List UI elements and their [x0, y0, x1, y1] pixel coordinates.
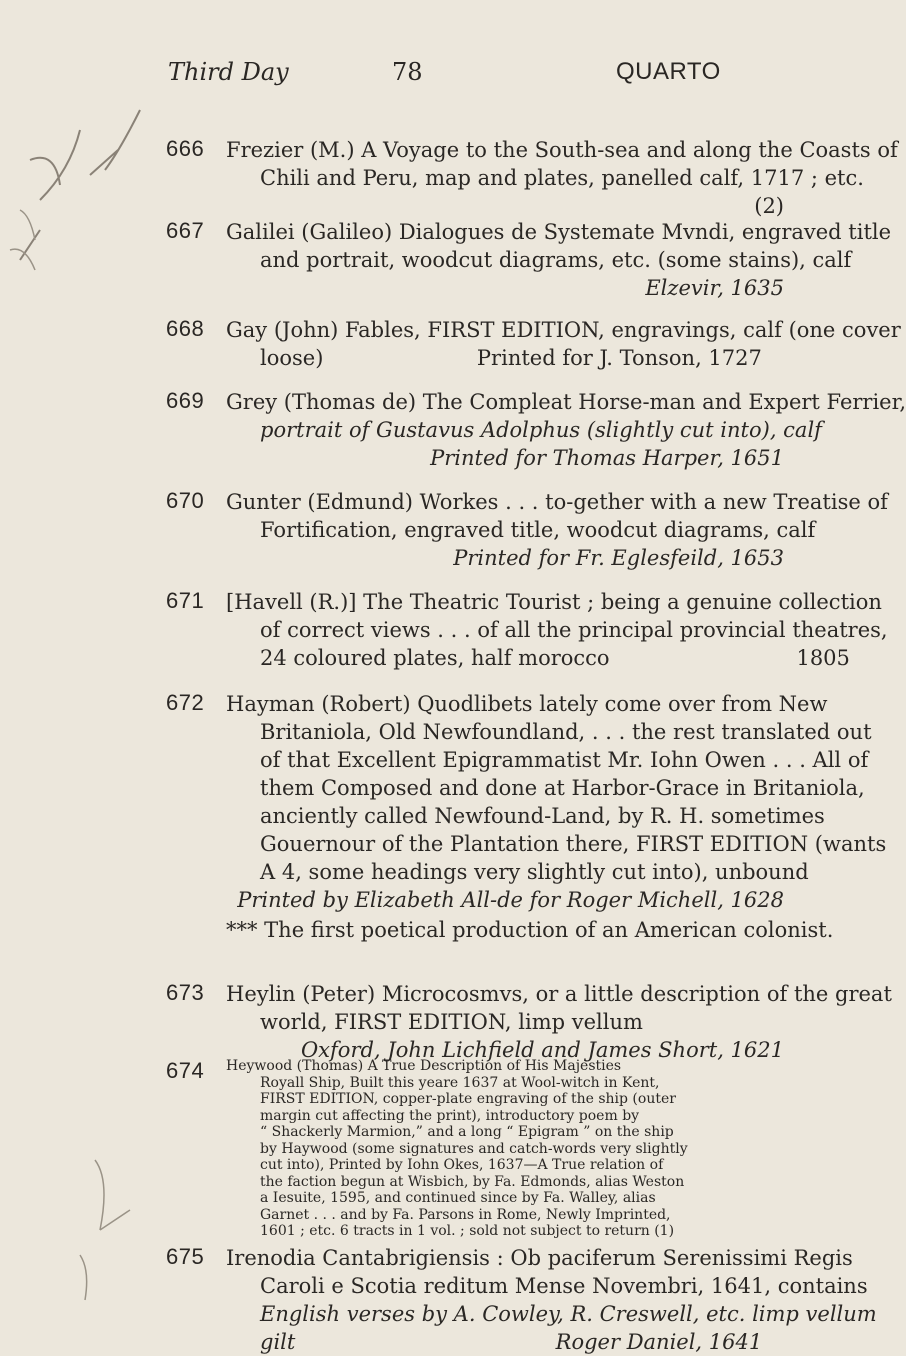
lot-line: Gay (John) Fables, FIRST EDITION, engravings, calf (one cover: [226, 318, 901, 342]
lot-line: Heywood (Thomas) A True Description of His Majesties: [226, 1058, 622, 1074]
lot-line: Royall Ship, Built this yeare 1637 at Wool-witch in Kent,: [260, 1074, 660, 1091]
lot-number: 669: [166, 388, 205, 413]
lot-line: a Iesuite, 1595, and continued since by Fa. Walley, alias: [260, 1190, 656, 1206]
lot-line: and portrait, woodcut diagrams, etc. (some stains), calf: [260, 248, 852, 272]
lot-line: Galilei (Galileo) Dialogues de Systemate Mvndi, engraved title: [226, 220, 892, 244]
lot-number: 670: [166, 488, 205, 513]
header-day: Third Day: [168, 58, 289, 86]
lot-line: the faction begun at Wisbich, by Fa. Edmonds, alias Weston: [260, 1173, 685, 1190]
lot-line: English verses by A. Cowley, R. Creswell, etc. limp vellum: [260, 1302, 877, 1326]
lot-line: margin cut affecting the print), introductory poem by: [260, 1107, 640, 1124]
lot-line: Oxford, John Lichfield and James Short, 1621: [300, 1038, 784, 1062]
lot-line: (2): [754, 194, 784, 218]
lot-description: [226, 690, 887, 914]
lot-number: 675: [166, 1244, 205, 1269]
page-header: [0, 58, 801, 94]
lot-description: [226, 218, 892, 302]
lot-line: Irenodia Cantabrigiensis : Ob paciferum Serenissimi Regis: [226, 1246, 853, 1270]
lot-description: [226, 136, 898, 220]
lot-note: [226, 916, 834, 944]
lot-line: A 4, some headings very slightly cut into), unbound: [260, 860, 809, 884]
lot-line: Frezier (M.) A Voyage to the South-sea and along the Coasts of: [226, 138, 898, 162]
lot-line: world, FIRST EDITION, limp vellum: [260, 1010, 643, 1034]
lot-line: Hayman (Robert) Quodlibets lately come over from New: [226, 692, 828, 716]
lot-line: 1601 ; etc. 6 tracts in 1 vol. ; sold not subject to return (1): [260, 1223, 675, 1239]
lot-line: Printed by Elizabeth All-de for Roger Michell, 1628: [237, 888, 784, 912]
lot-line: Printed for Thomas Harper, 1651: [430, 446, 784, 470]
lot-number: 674: [166, 1058, 205, 1083]
lot-number: 668: [166, 316, 205, 341]
lot-number: 673: [166, 980, 205, 1005]
pencil-marks: [0, 0, 160, 1354]
lot-line: Fortification, engraved title, woodcut diagrams, calf: [260, 518, 816, 542]
lot-line: [Havell (R.)] The Theatric Tourist ; being a genuine collection: [226, 590, 882, 614]
lot-line: Grey (Thomas de) The Compleat Horse-man and Expert Ferrier,: [226, 390, 906, 414]
lot-line: them Composed and done at Harbor-Grace in Britaniola,: [260, 776, 865, 800]
lot-line: loose) Printed for J. Tonson, 1727: [260, 346, 762, 370]
lot-line: of that Excellent Epigrammatist Mr. Iohn Owen . . . All of: [260, 748, 869, 772]
lot-description: [226, 388, 906, 472]
lot-line: of correct views . . . of all the principal provincial theatres,: [260, 618, 888, 642]
lot-line: gilt Roger Daniel, 1641: [260, 1330, 763, 1354]
lot-description: [226, 316, 901, 372]
lot-line: Gunter (Edmund) Workes . . . to-gether with a new Treatise of: [226, 490, 888, 514]
lot-line: Gouernour of the Plantation there, FIRST EDITION (wants: [260, 832, 887, 856]
lot-line: Garnet . . . and by Fa. Parsons in Rome, Newly Imprinted,: [260, 1206, 671, 1223]
lot-line: portrait of Gustavus Adolphus (slightly cut into), calf: [260, 418, 822, 442]
lot-line: Caroli e Scotia reditum Mense Novembri, 1641, contains: [260, 1274, 868, 1298]
lot-number: 666: [166, 136, 205, 161]
header-page-number: 78: [392, 58, 423, 86]
lot-description: [226, 588, 888, 672]
lot-line: cut into), Printed by Iohn Okes, 1637—A True relation of: [260, 1157, 664, 1173]
lot-description: [226, 1244, 877, 1356]
lot-line: Heylin (Peter) Microcosmvs, or a little description of the great: [226, 982, 892, 1006]
lot-line: anciently called Newfound-Land, by R. H. sometimes: [260, 804, 825, 828]
lot-line: by Haywood (some signatures and catch-words very slightly: [260, 1140, 688, 1157]
lot-description: [226, 980, 892, 1064]
lot-line: FIRST EDITION, copper-plate engraving of the ship (outer: [260, 1091, 676, 1107]
header-format: QUARTO: [616, 58, 721, 85]
lot-line: Chili and Peru, map and plates, panelled calf, 1717 ; etc.: [260, 166, 864, 190]
lot-line: 24 coloured plates, half morocco 1805: [260, 646, 850, 670]
lot-line: Elzevir, 1635: [645, 276, 784, 300]
lot-number: 671: [166, 588, 205, 613]
lot-line: Printed for Fr. Eglesfeild, 1653: [453, 546, 784, 570]
lot-number: 667: [166, 218, 205, 243]
lot-line: “ Shackerly Marmion,” and a long “ Epigram ” on the ship: [260, 1124, 674, 1140]
lot-description: [226, 488, 888, 572]
lot-description: [226, 1058, 784, 1240]
lot-line: *** The first poetical production of an American colonist.: [226, 918, 834, 942]
lot-line: Britaniola, Old Newfoundland, . . . the rest translated out: [260, 720, 872, 744]
lot-number: 672: [166, 690, 205, 715]
